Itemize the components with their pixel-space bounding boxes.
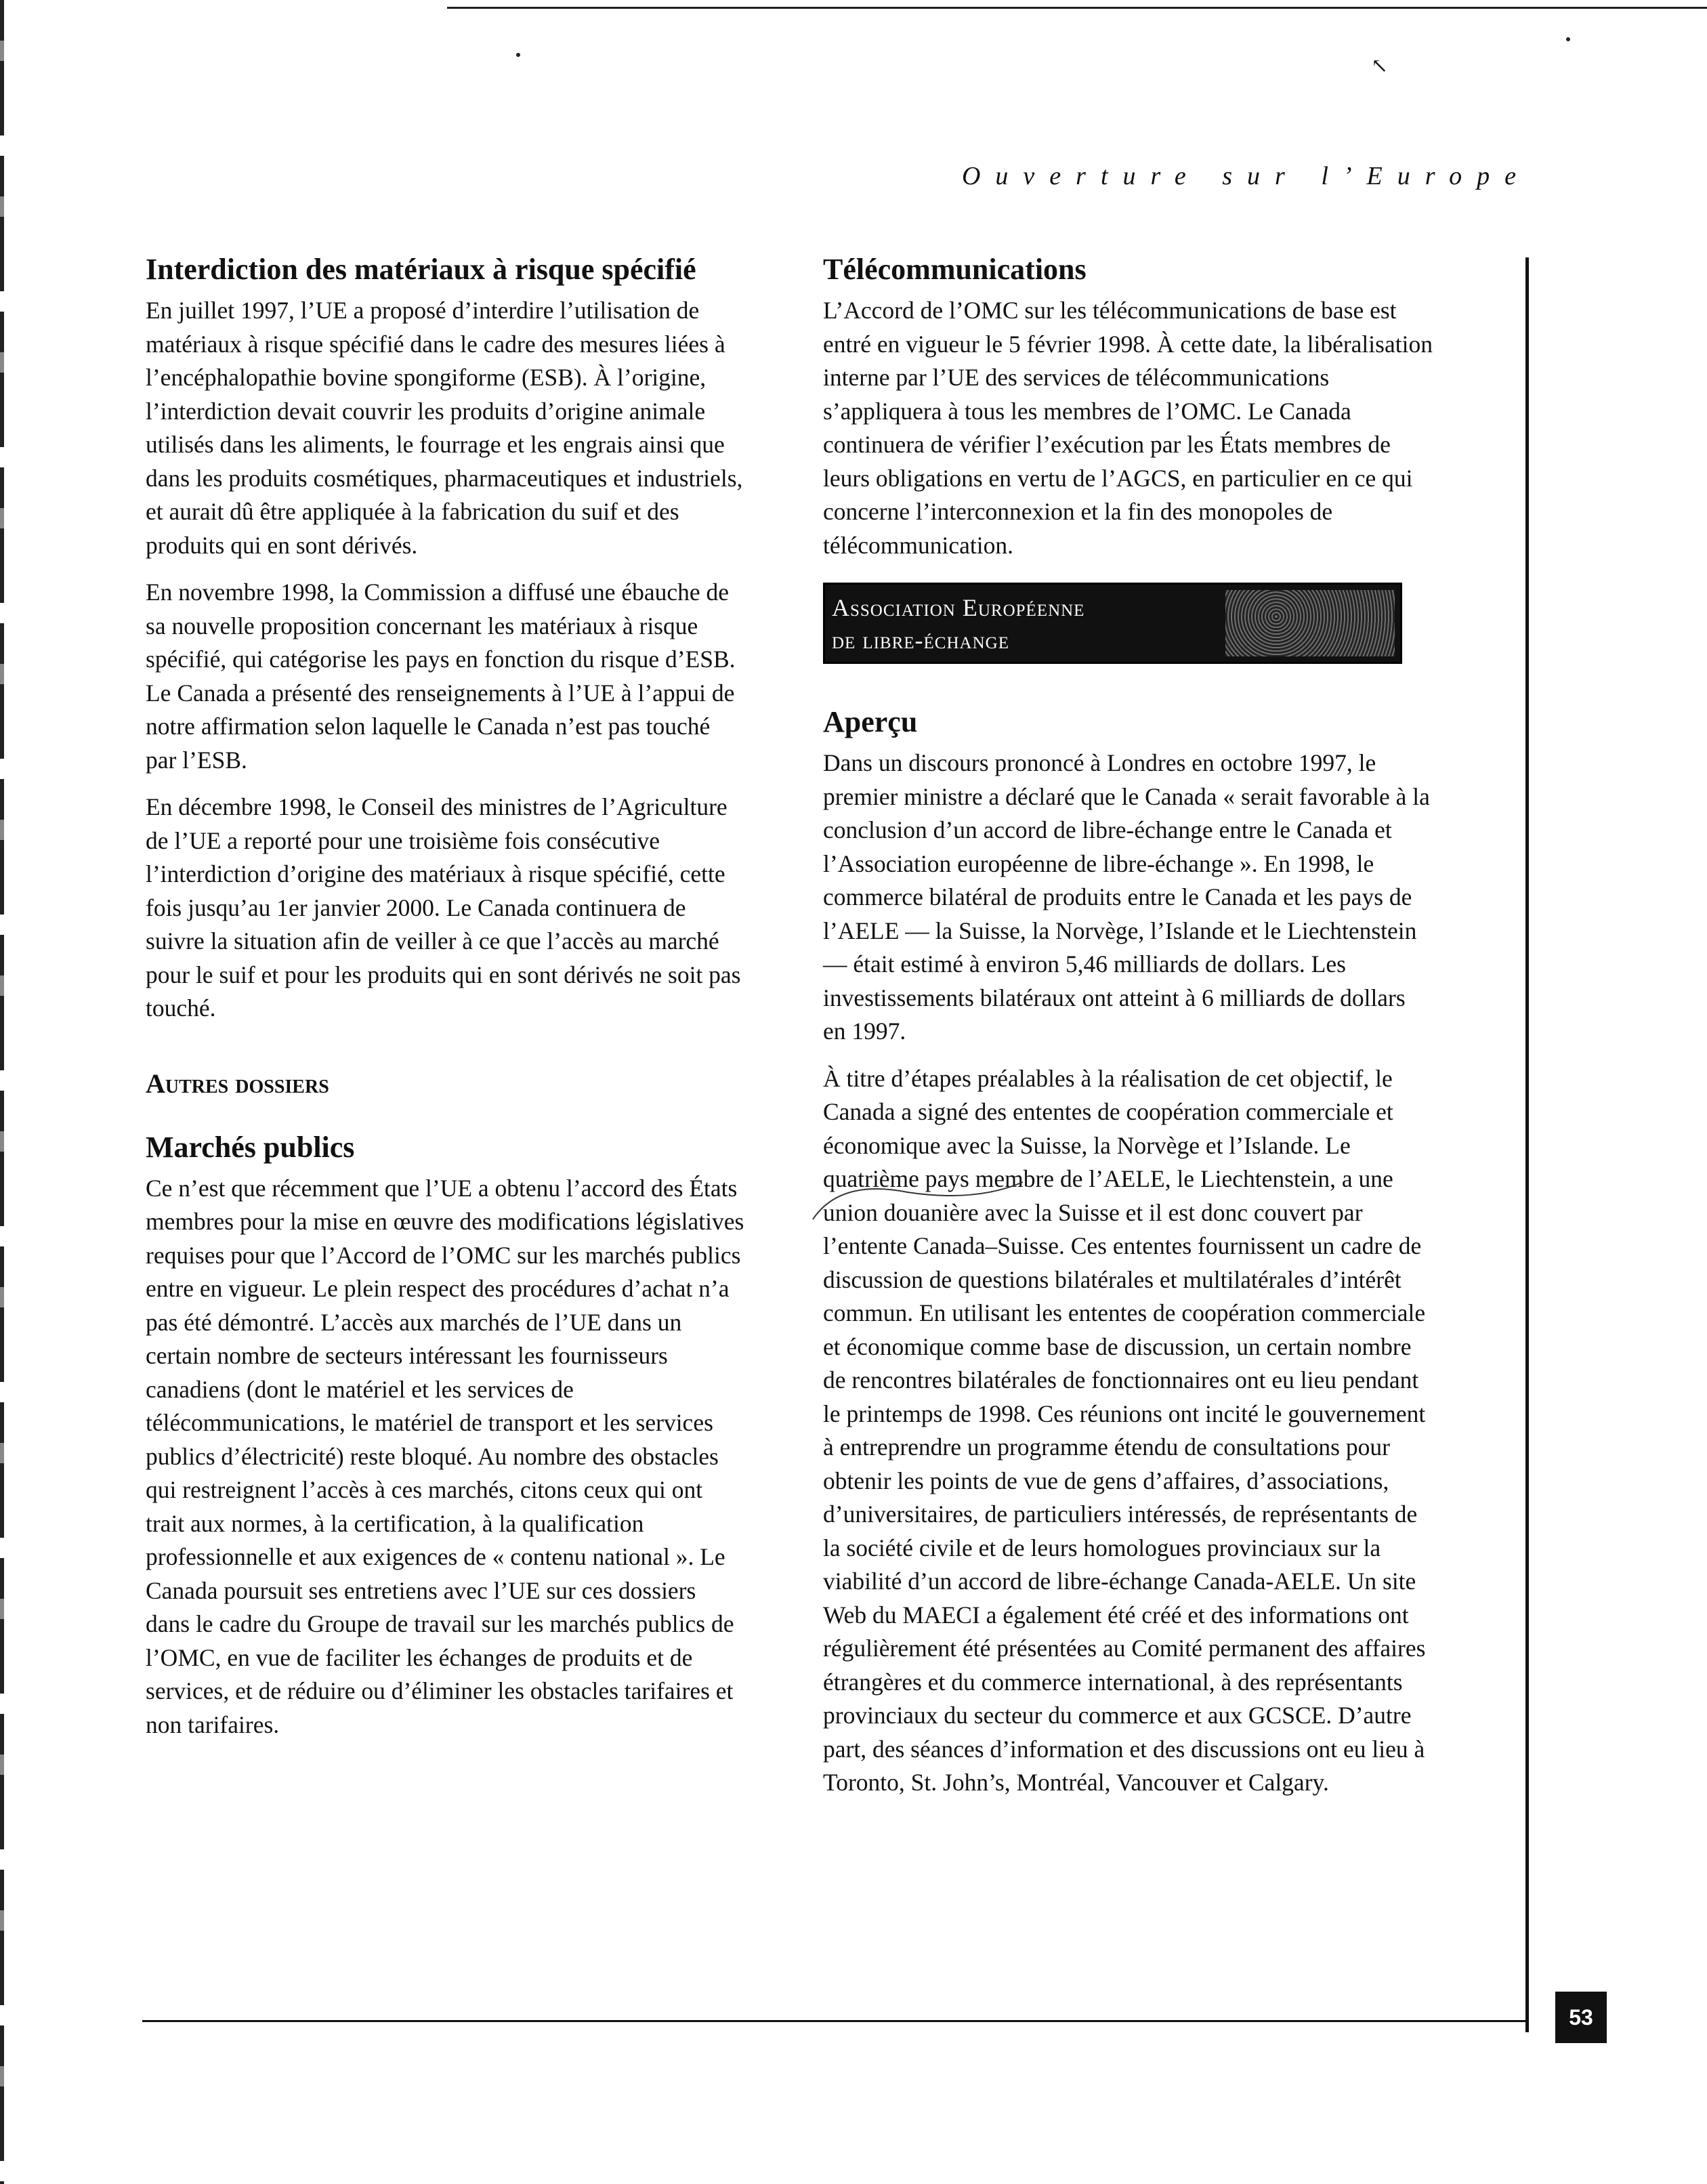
banner-line: Association Européenne — [832, 594, 1085, 621]
top-rule — [447, 7, 1707, 9]
paragraph: Ce n’est que récemment que l’UE a obtenu l’accord des États membres pour la mise en œuvre des modifications législatives requises pour que l’Accord de l’OMC sur les marchés publics entre en vigueur. Le plein respect des procédures d’achat n’a pas été démontré. L’accès aux marchés de l’UE dans un certain nombre de secteurs intéressant les fournisseurs canadiens (dont le matériel et les services de télécommunications, le matériel de transport et les services publics d’électricité) reste bloqué. Au nombre des obstacles qui restreignent l’accès à ces marchés, citons ceux qui ont trait aux normes, à la certification, à la qualification professionnelle et aux exigences de « contenu national ». Le Canada poursuit ses entretiens avec l’UE sur ces dossiers dans le cadre du Groupe de travail sur les marchés publics de l’OMC, en vue de faciliter les échanges de produits et de services, et de réduire ou d’éliminer les obstacles tarifaires et non tarifaires. — [146, 1174, 744, 1738]
paragraph: L’Accord de l’OMC sur les télécommunications de base est entré en vigueur le 5 février 1998. À cette date, la libéralisation interne par l’UE des services de télécommunications s’appliquera à tous les membres de l’OMC. Le Canada continuera de vérifier l’exécution par les États membres de leurs obligations en vertu de l’AGCS, en particulier en ce qui concerne l’interconnexion et la fin des monopoles de télécommunication. — [823, 297, 1433, 559]
scan-edge — [0, 0, 4, 2184]
paragraph: En décembre 1998, le Conseil des ministres de l’Agriculture de l’UE a reporté pour une troisième fois consécutive l’interdiction d’origine des matériaux à risque spécifié, cette fois jusqu’au 1er janvier 2000. Le Canada continuera de suivre la situation afin de veiller à ce que l’accès au marché pour le suif et pour les produits qui en sont dérivés ne soit pas touché. — [146, 793, 741, 1022]
section-banner-aele — [823, 583, 1402, 664]
scan-speck — [516, 53, 520, 57]
scan-mark: ↖ — [1371, 55, 1389, 77]
right-column — [823, 251, 1433, 1813]
running-header: Ouverture sur l’Europe — [961, 162, 1531, 190]
paragraph: À titre d’étapes préalables à la réalisation de cet objectif, le Canada a signé des ententes de coopération commerciale et économique avec la Suisse, la Norvège et l’Islande. Le quatrième pays membre de l’AELE, le Liechtenstein, a une union douanière avec la Suisse et il est donc couvert par l’entente Canada–Suisse. Ces ententes fournissent un cadre de discussion de questions bilatérales et multilatérales d’intérêt commun. En utilisant les ententes de coopération commerciale et économique comme base de discussion, un certain nombre de rencontres bilatérales de fonctionnaires ont eu lieu pendant le printemps de 1998. Ces réunions ont incité le gouvernement à entreprendre un programme étendu de consultations pour obtenir les points de vue de gens d’affaires, d’associations, d’universitaires, de particuliers intéressés, de représentants de la société civile et de leurs homologues provinciaux sur la viabilité d’un accord de libre-échange Canada-AELE. Un site Web du MAECI a également été créé et des informations ont régulièrement été présentées au Comité permanent des affaires étrangères et du commerce international, à des représentants provinciaux du secteur du commerce et aux GCSCE. D’autre part, des séances d’information et des discussions ont eu lieu à Toronto, St. John’s, Montréal, Vancouver et Calgary. — [823, 1064, 1426, 1796]
banner-texture — [1225, 590, 1395, 656]
pen-stroke-mark — [799, 1175, 1287, 1223]
section-heading-autres-dossiers: Autres dossiers — [146, 1068, 329, 1099]
column-rule — [1525, 257, 1529, 2032]
banner-line: de libre-échange — [832, 627, 1009, 654]
scan-speck — [1566, 37, 1570, 41]
page-number: 53 — [1555, 1992, 1607, 2043]
paragraph: En juillet 1997, l’UE a proposé d’interdire l’utilisation de matériaux à risque spécifié dans le cadre des mesures liées à l’encéphalopathie bovine spongiforme (ESB). À l’origine, l’interdiction devait couvrir les produits d’origine animale utilisés dans les aliments, le fourrage et les engrais ainsi que dans les produits cosmétiques, pharmaceutiques et industriels, et aurait dû être appliquée à la fabrication du suif et des produits qui en sont dérivés. — [146, 297, 743, 559]
section-heading-telecommunications: Télécommunications — [823, 253, 1087, 286]
bottom-rule — [142, 2020, 1527, 2022]
subsection-heading-apercu: Aperçu — [823, 705, 918, 738]
paragraph: En novembre 1998, la Commission a diffusé une ébauche de sa nouvelle proposition concernant les matériaux à risque spécifié, qui catégorise les pays en fonction du risque d’ESB. Le Canada a présenté des renseignements à l’UE à l’appui de notre affirmation selon laquelle le Canada n’est pas touché par l’ESB. — [146, 579, 736, 774]
subsection-heading-marches-publics: Marchés publics — [146, 1130, 355, 1164]
section-heading-materiaux: Interdiction des matériaux à risque spécifié — [146, 253, 696, 286]
paragraph: Dans un discours prononcé à Londres en octobre 1997, le premier ministre a déclaré que le Canada « serait favorable à la conclusion d’un accord de libre-échange entre le Canada et l’Association européenne de libre-échange ». En 1998, le commerce bilatéral de produits entre le Canada et les pays de l’AELE — la Suisse, la Norvège, l’Islande et le Liechtenstein — était estimé à environ 5,46 milliards de dollars. Les investissements bilatéraux ont atteint à 6 milliards de dollars en 1997. — [823, 749, 1430, 1045]
left-column — [146, 251, 745, 1755]
